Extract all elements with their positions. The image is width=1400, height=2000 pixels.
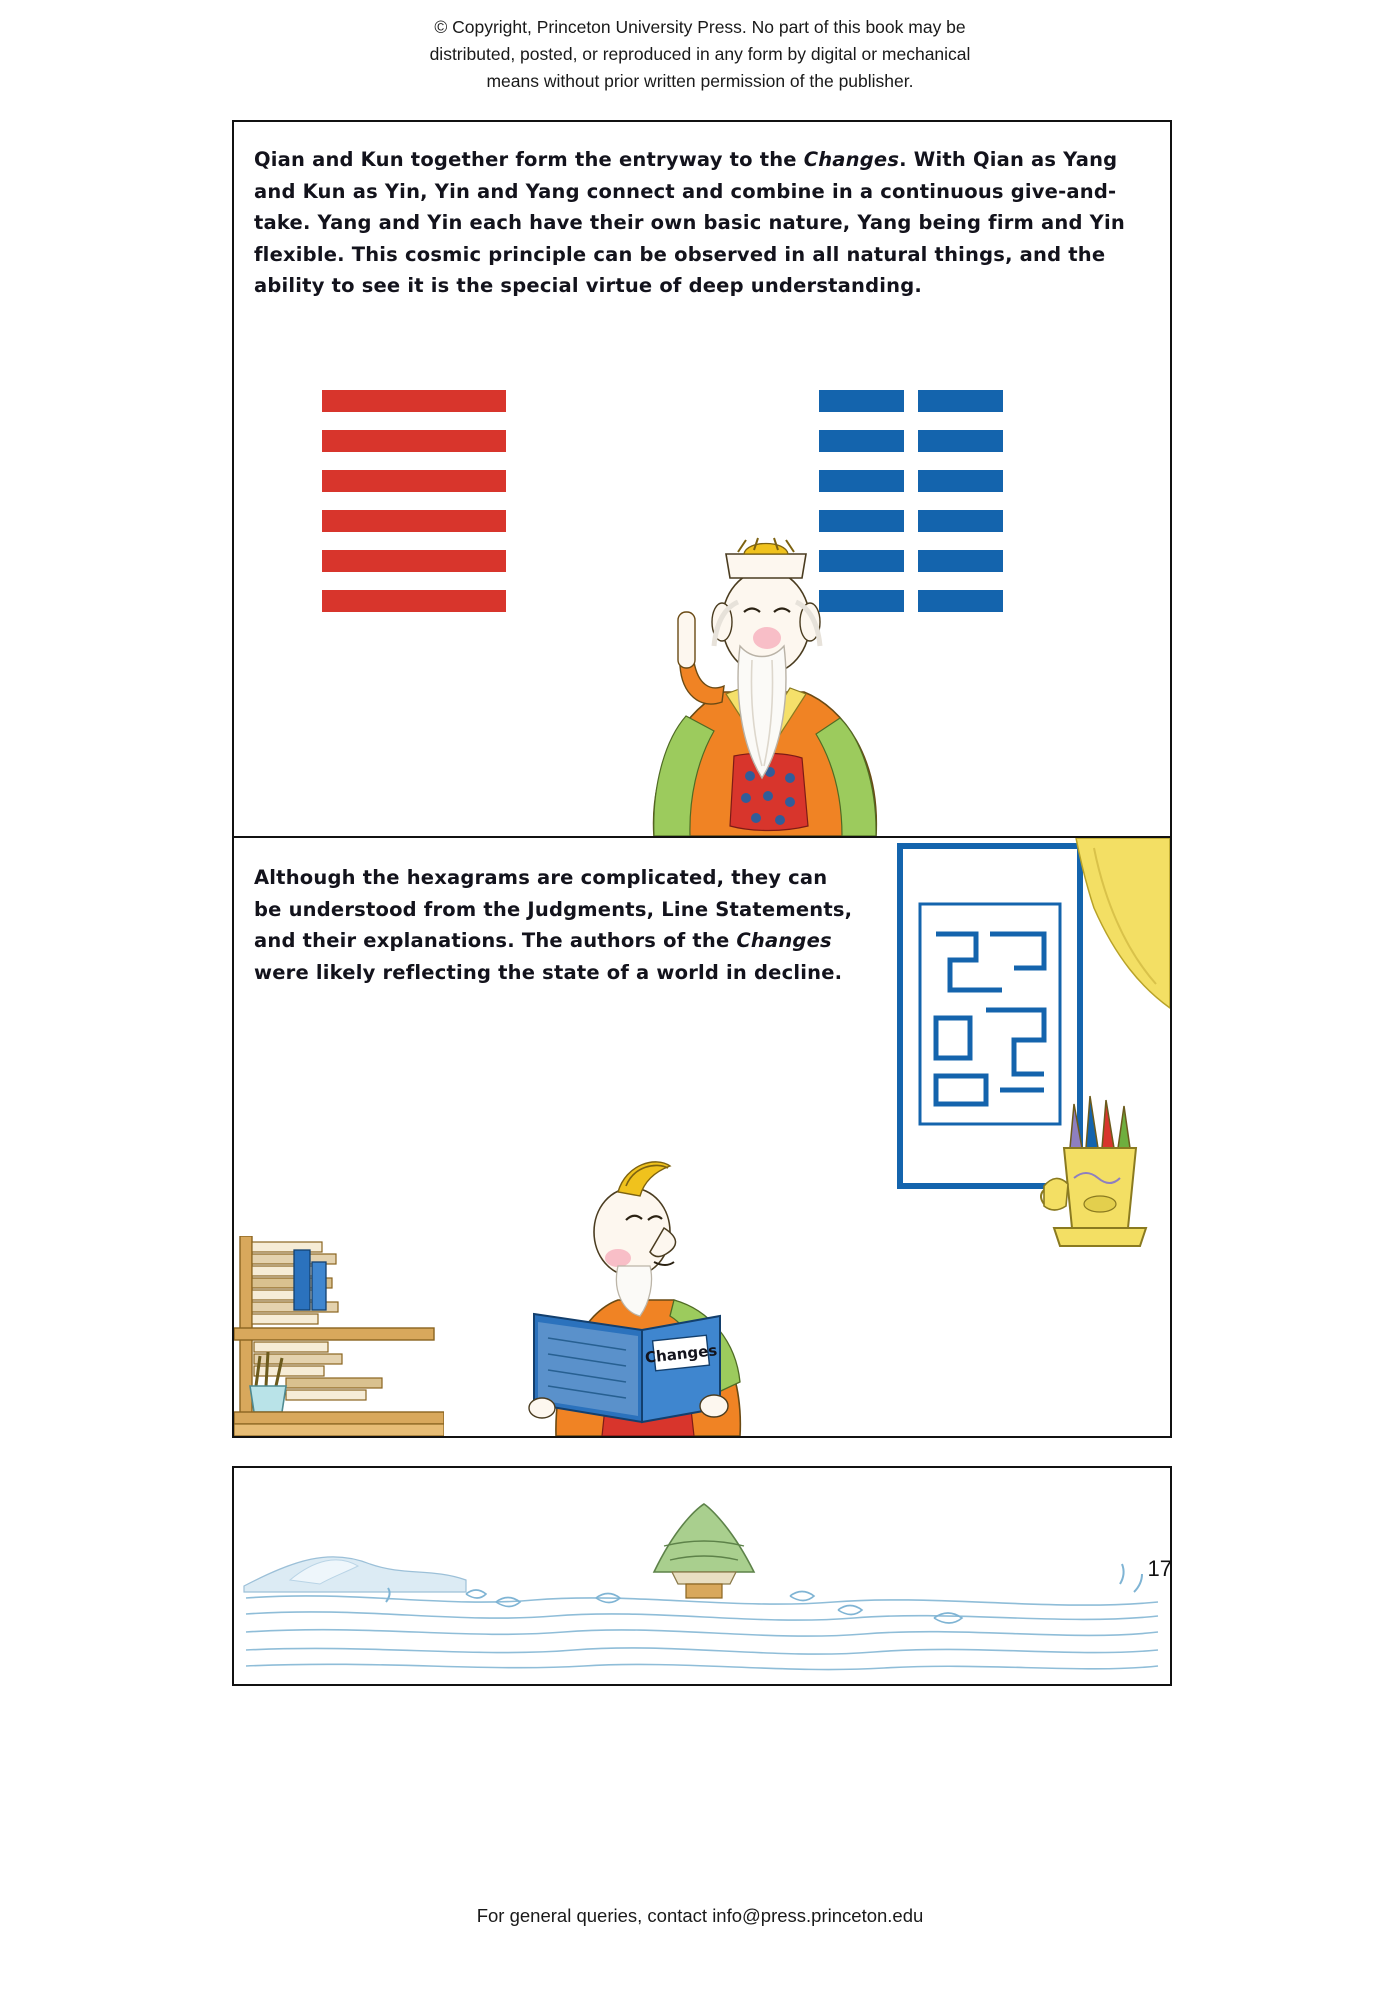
yang-bar: [322, 470, 506, 492]
yang-bar: [322, 390, 506, 412]
yin-bar-right: [918, 470, 1003, 492]
yin-bar-right: [918, 550, 1003, 572]
old-sage-figure: [594, 526, 924, 836]
yang-bar: [322, 590, 506, 612]
hexagram-line-yang: [322, 470, 506, 492]
copyright-line-3: means without prior written permission of the publisher.: [486, 71, 914, 92]
hexagram-line-yang: [322, 590, 506, 612]
yin-bar-left: [819, 390, 904, 412]
scholar-reading-figure: [514, 1116, 774, 1436]
yin-bar-right: [918, 590, 1003, 612]
yang-bar: [322, 430, 506, 452]
brush-pot: [1040, 1078, 1170, 1298]
flood-landscape-art: [234, 1468, 1170, 1684]
yin-bar-right: [918, 390, 1003, 412]
copyright-notice: [0, 14, 1400, 95]
panel-2-caption-part-a: Although the hexagrams are complicated, they can be understood from the Judgments, Line Statements, and their explanations. The authors of the: [254, 866, 853, 953]
hexagram-line-yang: [322, 390, 506, 412]
hexagram-line-yang: [322, 510, 506, 532]
copyright-line-2: distributed, posted, or reproduced in any form by digital or mechanical: [429, 44, 971, 65]
yin-bar-left: [819, 430, 904, 452]
book-cover-label: Changes: [644, 1341, 719, 1367]
yin-bar-right: [918, 510, 1003, 532]
hexagram-line-yang: [322, 550, 506, 572]
panel-2-caption-emphasis: Changes: [736, 929, 832, 953]
panel-1-caption: [254, 144, 1149, 302]
copyright-line-1: © Copyright, Princeton University Press. No part of this book may be: [434, 17, 966, 37]
panel-2-caption-part-b: were likely reflecting the state of a world in decline.: [254, 960, 843, 984]
footer-queries-note: For general queries, contact info@press.princeton.edu: [476, 1905, 924, 1926]
hexagram-qian: [322, 390, 506, 612]
yin-bar-right: [918, 430, 1003, 452]
panel-2-caption: [254, 862, 854, 988]
hexagram-line-yin: [819, 430, 1003, 452]
comic-panel-2: [232, 838, 1172, 1438]
yang-bar: [322, 550, 506, 572]
yin-bar-left: [819, 470, 904, 492]
panel-1-caption-part-a: Qian and Kun together form the entryway to the: [254, 148, 804, 171]
comic-panel-3: [232, 1466, 1172, 1686]
hexagram-line-yin: [819, 470, 1003, 492]
panel-1-caption-part-b: . With Qian as Yang and Kun as Yin, Yin and Yang connect and combine in a continuous give-and-take. Yang and Yin each have their own basic nature, Yang being firm and Yin flexible. This cosmic principle can be observed in all natural things, and the ability to see it is the special virtue of deep understanding.: [254, 148, 1125, 298]
yang-bar: [322, 510, 506, 532]
panel-1-caption-emphasis: Changes: [803, 148, 900, 171]
comic-page: [232, 120, 1172, 1686]
page-number: 17: [1147, 1556, 1172, 1581]
hexagram-line-yang: [322, 430, 506, 452]
hexagram-line-yin: [819, 390, 1003, 412]
book-stacks-shelf: [234, 1236, 444, 1436]
comic-panel-1: [232, 120, 1172, 838]
